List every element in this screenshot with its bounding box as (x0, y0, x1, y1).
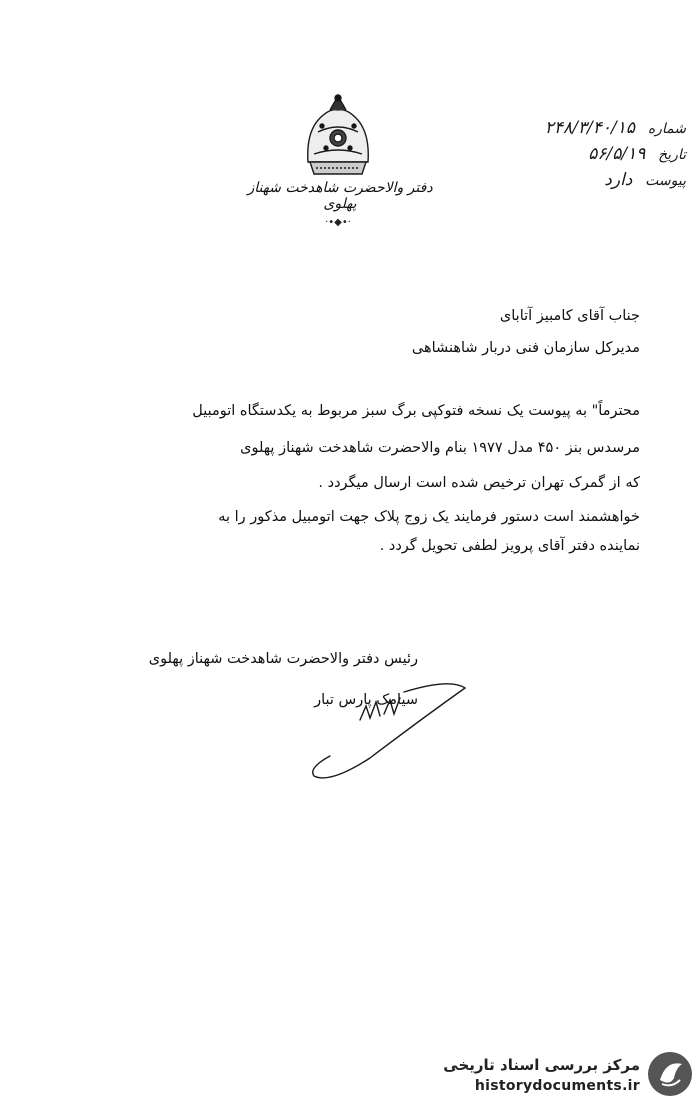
handwritten-signature (300, 680, 500, 790)
date-label: تاریخ (658, 147, 686, 163)
date-row (588, 144, 686, 164)
body-line: که از گمرک تهران ترخیص شده است ارسال میگردد . (318, 475, 640, 491)
body-line: خواهشمند است دستور فرمایند یک زوج پلاک جهت اتومبیل مذکور را به (218, 509, 640, 525)
archive-logo-icon (646, 1050, 694, 1098)
number-row (545, 118, 686, 138)
office-name: دفتر والاحضرت شاهدخت شهناز پهلوی (247, 180, 433, 212)
archive-title: مرکز بررسی اسناد تاریخی (443, 1056, 640, 1074)
ornament-divider: ·•◆•· (325, 217, 351, 228)
signatory-title: رئیس دفتر والاحضرت شاهدخت شهناز پهلوی (148, 651, 418, 667)
body-line: محترماً" به پیوست یک نسخه فتوکپی برگ سبز مربوط به یکدستگاه اتومبیل (192, 403, 640, 419)
date-value: ۵۶/۵/۱۹ (588, 144, 646, 164)
crown-emblem (296, 92, 380, 184)
recipient-line-1: جناب آقای کامبیز آتابای (499, 308, 640, 324)
attachment-label: پیوست (645, 173, 686, 189)
recipient-line-2: مدیرکل سازمان فنی دربار شاهنشاهی (411, 340, 640, 356)
body-line: مرسدس بنز ۴۵۰ مدل ۱۹۷۷ بنام والاحضرت شاهدخت شهناز پهلوی (240, 440, 640, 456)
footer-watermark (400, 1048, 700, 1104)
archive-url: historydocuments.ir (474, 1078, 640, 1094)
attachment-value: دارد (604, 170, 633, 190)
body-line: نماینده دفتر آقای پرویز لطفی تحویل گردد . (379, 538, 640, 554)
number-label: شماره (647, 121, 686, 137)
attachment-row (604, 170, 686, 190)
signatory-name: سیامک پارس تبار (314, 692, 418, 708)
number-value: ۲۴۸/۳/۴۰/۱۵ (544, 118, 636, 138)
